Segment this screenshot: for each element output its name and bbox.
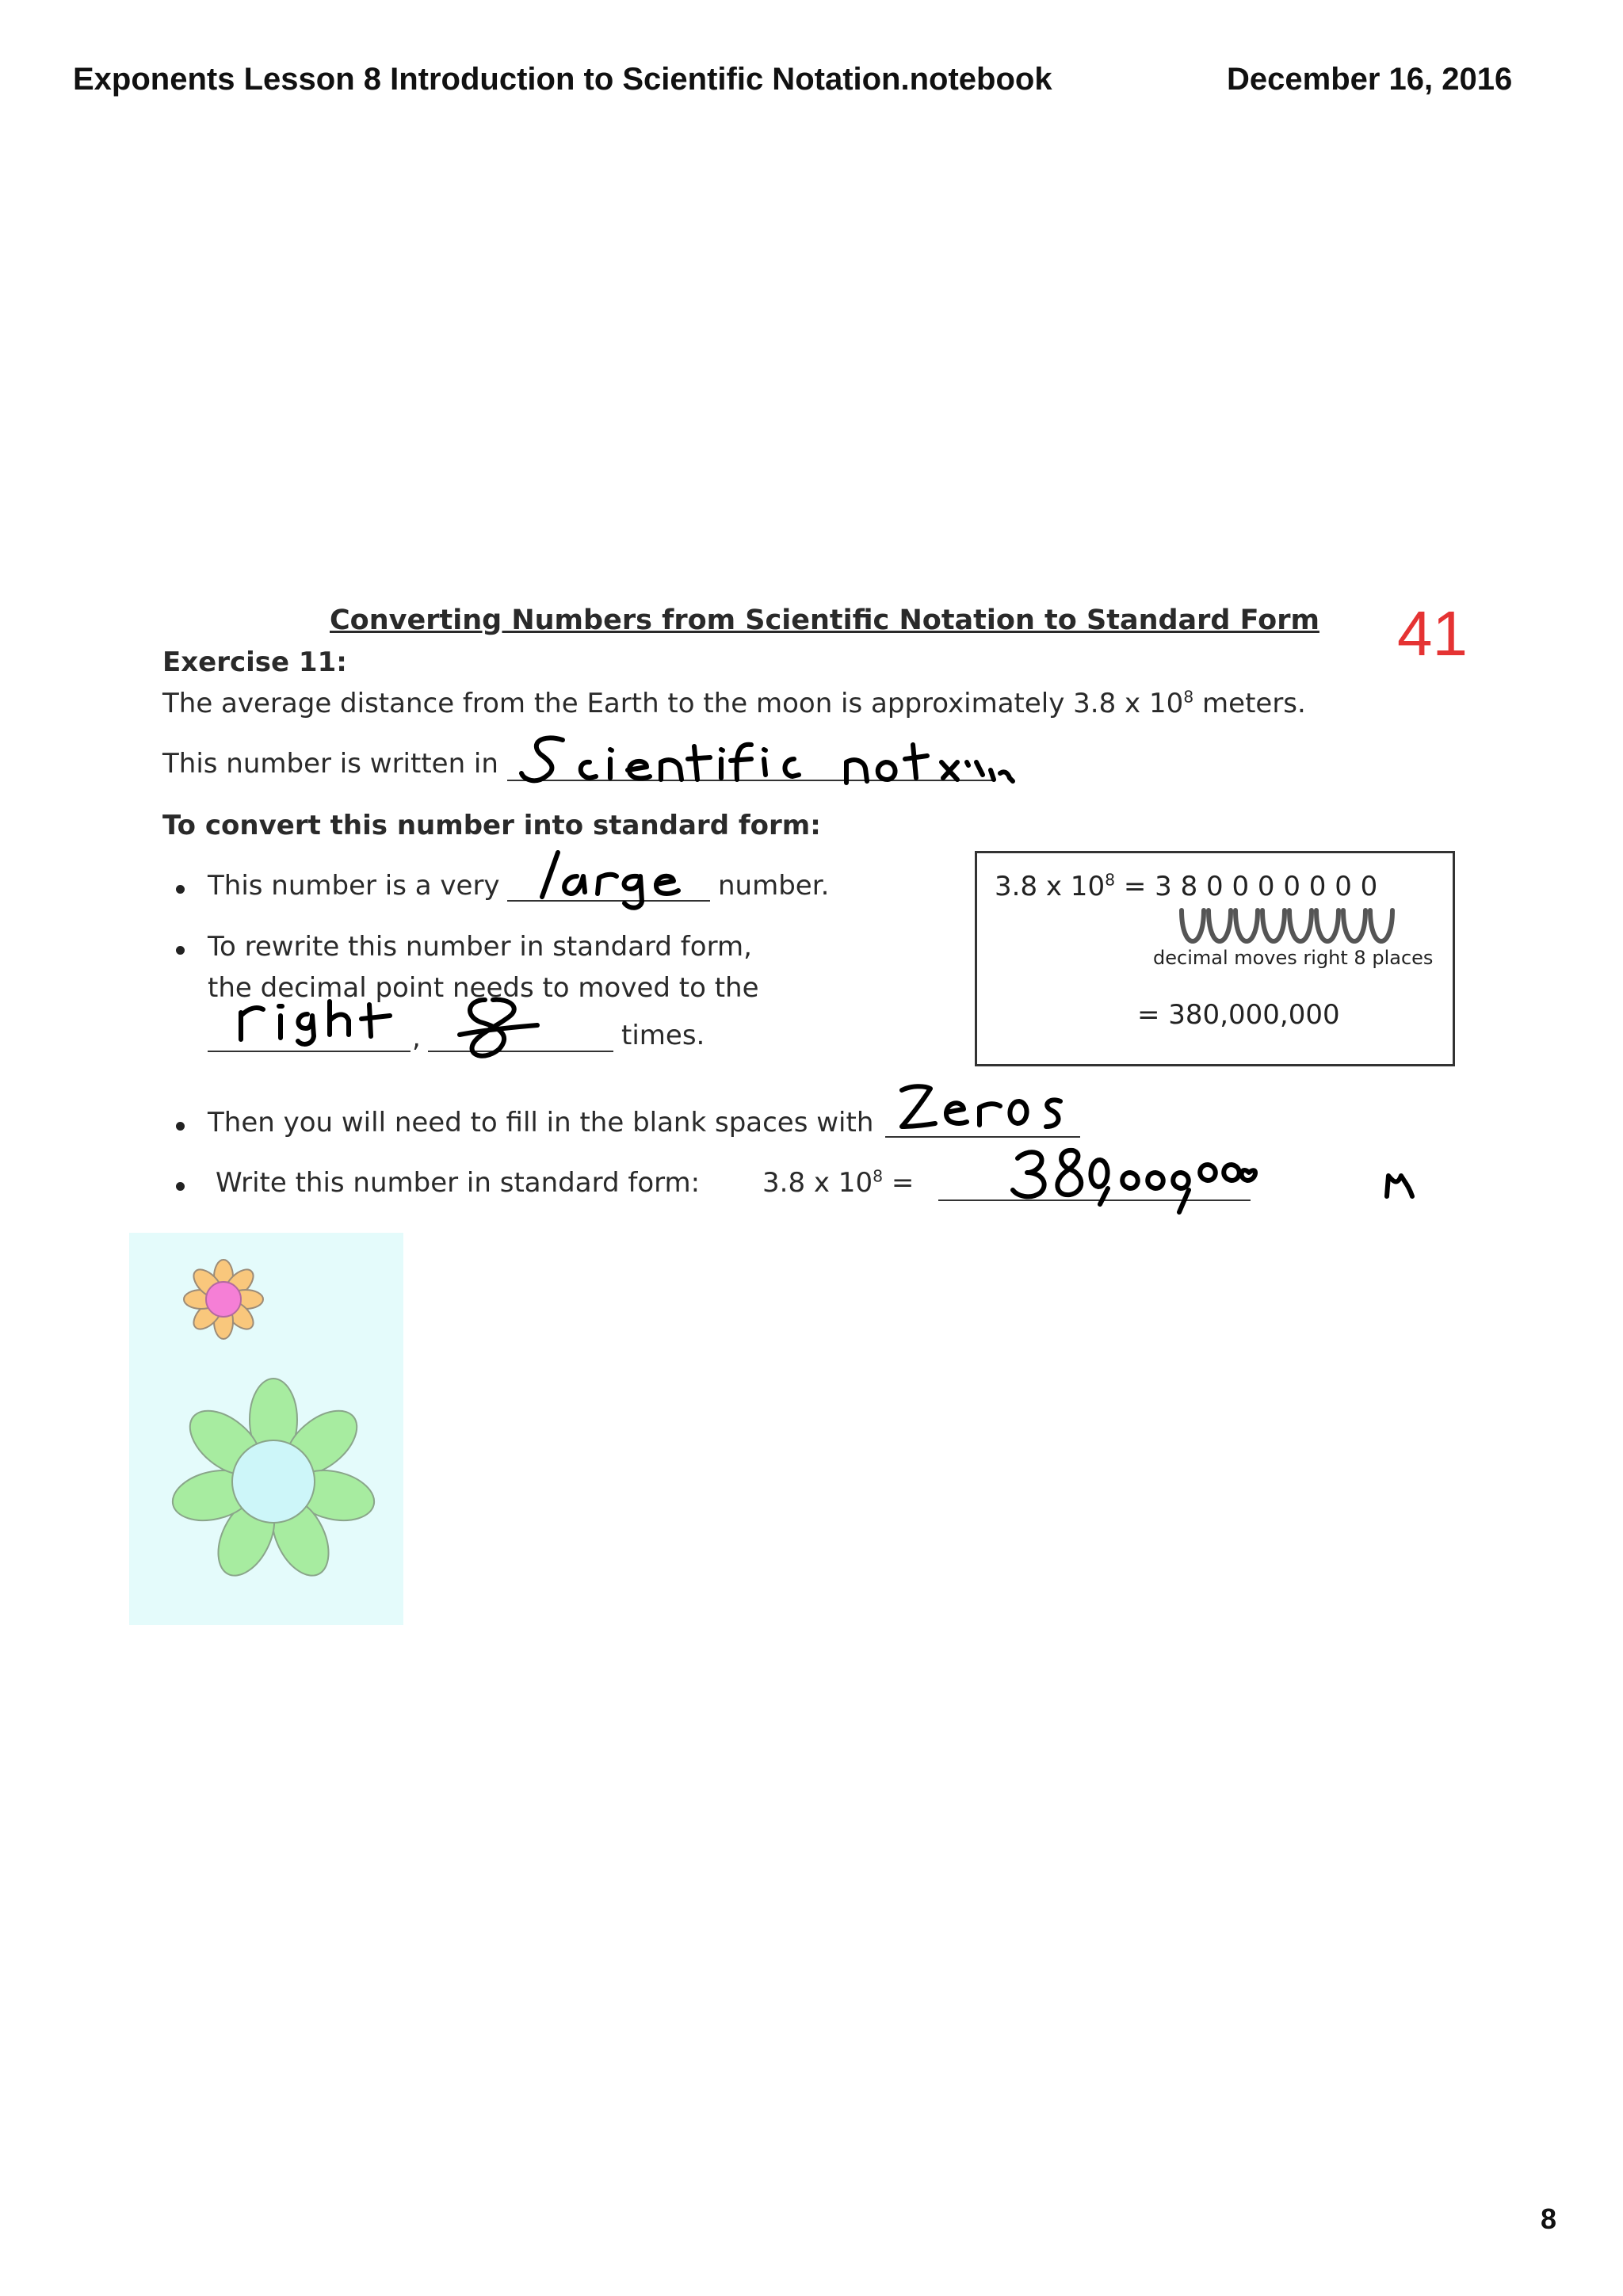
example-exponent: 8 (1105, 870, 1116, 890)
convert-heading: To convert this number into standard form: (162, 810, 821, 841)
bullet-dot (176, 946, 185, 955)
intro-text (162, 688, 1306, 720)
example-note: decimal moves right 8 places (1153, 947, 1434, 969)
intro-unit: meters. (1193, 688, 1306, 719)
handwritten-scientific-notation (514, 727, 1100, 791)
written-in-label: This number is written in (162, 748, 498, 780)
decimal-jump-arrows (1177, 906, 1407, 953)
bullet4-expression (762, 1167, 914, 1199)
handwritten-right (235, 997, 393, 1060)
example-digits: = 3 8 0 0 0 0 0 0 0 (1115, 871, 1378, 902)
small-flower (184, 1260, 263, 1339)
worksheet-title: Converting Numbers from Scientific Notation to Standard Form (330, 605, 1319, 636)
handwritten-eight (452, 994, 547, 1065)
bullet4-exponent: 8 (873, 1166, 884, 1186)
document-date: December 16, 2016 (1227, 62, 1513, 97)
handwritten-zeros (894, 1077, 1068, 1141)
intro-exponent: 8 (1183, 687, 1194, 707)
document-title: Exponents Lesson 8 Introduction to Scientific Notation.notebook (73, 62, 1052, 97)
bullet1-before: This number is a very (208, 870, 500, 902)
bullet2-line2: the decimal point needs to moved to the (208, 972, 759, 1004)
flower-decoration (129, 1233, 403, 1625)
bullet1-after: number. (718, 870, 830, 902)
bullet2-line1: To rewrite this number in standard form, (208, 931, 752, 963)
exercise-label: Exercise 11: (162, 646, 347, 678)
bullet-dot (176, 1182, 185, 1191)
bullet4-equals: = (891, 1167, 915, 1199)
bullet2-after: times. (621, 1020, 705, 1051)
page-number: 8 (1541, 2203, 1557, 2235)
handwritten-large (537, 846, 696, 910)
intro-main: The average distance from the Earth to the moon is approximately 3.8 x 10 (162, 688, 1184, 719)
example-equation (995, 871, 1377, 902)
example-result: = 380,000,000 (1137, 999, 1340, 1031)
bullet-dot (176, 885, 185, 894)
handwritten-standard-form (1006, 1141, 1434, 1244)
bullet4-base: 3.8 x 10 (762, 1167, 873, 1199)
big-flower (168, 1379, 380, 1585)
slide-number: 41 (1397, 598, 1468, 669)
bullet4-text: Write this number in standard form: (216, 1167, 701, 1199)
bullet-dot (176, 1122, 185, 1131)
bullet3-text: Then you will need to fill in the blank spaces with (208, 1107, 874, 1138)
example-base: 3.8 x 10 (995, 871, 1106, 902)
bullet2-comma: , (412, 1022, 421, 1054)
example-box (975, 851, 1455, 1066)
flower-decoration-panel (129, 1233, 403, 1625)
